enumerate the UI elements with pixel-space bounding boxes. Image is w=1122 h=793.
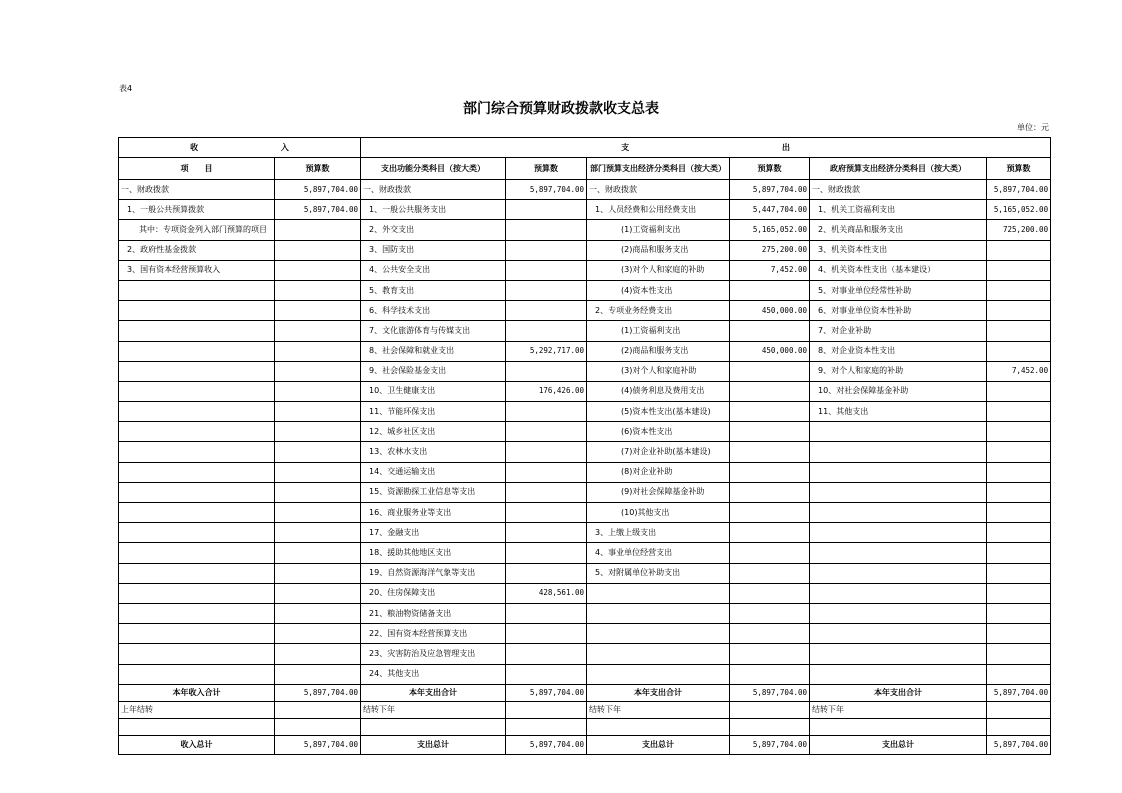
budget-cell	[275, 240, 361, 260]
item-cell: 3、国防支出	[361, 240, 506, 260]
item-cell: 9、对个人和家庭的补助	[810, 361, 987, 381]
item-cell	[587, 624, 730, 644]
budget-cell: 5,165,052.00	[730, 220, 810, 240]
col-item-header: 项 目	[119, 158, 275, 180]
total-value-cell	[987, 701, 1051, 718]
budget-cell	[275, 624, 361, 644]
item-cell: 11、其他支出	[810, 402, 987, 422]
budget-cell	[275, 644, 361, 664]
year-row	[119, 684, 1051, 701]
empty-cell	[506, 718, 587, 735]
budget-cell	[275, 361, 361, 381]
budget-cell	[987, 280, 1051, 300]
budget-cell	[987, 260, 1051, 280]
budget-cell	[275, 482, 361, 502]
item-cell	[119, 361, 275, 381]
budget-cell: 5,897,704.00	[275, 200, 361, 220]
total-value-cell: 5,897,704.00	[506, 684, 587, 701]
item-cell: 22、国有资本经营预算支出	[361, 624, 506, 644]
table-row	[119, 583, 1051, 603]
budget-cell	[987, 664, 1051, 684]
budget-cell	[506, 280, 587, 300]
table-row	[119, 341, 1051, 361]
item-cell	[810, 482, 987, 502]
table-row	[119, 503, 1051, 523]
item-cell: (8)对企业补助	[587, 462, 730, 482]
item-cell: 3、国有资本经营预算收入	[119, 260, 275, 280]
total-label-cell: 本年支出合计	[587, 684, 730, 701]
budget-cell	[987, 624, 1051, 644]
item-cell: 12、城乡社区支出	[361, 422, 506, 442]
table-number: 表4	[119, 84, 133, 93]
item-cell: 15、资源勘探工业信息等支出	[361, 482, 506, 502]
item-cell	[119, 442, 275, 462]
item-cell	[119, 583, 275, 603]
item-cell	[587, 583, 730, 603]
budget-cell	[730, 624, 810, 644]
budget-table	[118, 137, 1051, 755]
item-cell: 2、机关商品和服务支出	[810, 220, 987, 240]
table-row	[119, 644, 1051, 664]
budget-cell	[730, 644, 810, 664]
item-cell	[810, 543, 987, 563]
item-cell: 10、卫生健康支出	[361, 381, 506, 401]
item-cell	[810, 462, 987, 482]
budget-cell	[275, 381, 361, 401]
budget-cell	[987, 563, 1051, 583]
grand-row	[119, 735, 1051, 754]
item-cell: 1、一般公共服务支出	[361, 200, 506, 220]
budget-cell	[730, 543, 810, 563]
col-dept-economic-header: 部门预算支出经济分类科目（按大类）	[587, 158, 730, 180]
item-cell: (1)工资福利支出	[587, 220, 730, 240]
table-row	[119, 603, 1051, 623]
item-cell: (3)对个人和家庭补助	[587, 361, 730, 381]
page-title: 部门综合预算财政拨款收支总表	[463, 101, 659, 117]
carry-row	[119, 701, 1051, 718]
budget-cell	[275, 422, 361, 442]
item-cell	[119, 523, 275, 543]
item-cell: (7)对企业补助(基本建设)	[587, 442, 730, 462]
budget-cell	[506, 361, 587, 381]
total-label-cell: 结转下年	[810, 701, 987, 718]
budget-cell: 5,897,704.00	[730, 180, 810, 200]
col-function-header: 支出功能分类科目（按大类）	[361, 158, 506, 180]
item-cell: 19、自然资源海洋气象等支出	[361, 563, 506, 583]
item-cell	[810, 664, 987, 684]
budget-cell	[987, 301, 1051, 321]
budget-cell	[730, 321, 810, 341]
budget-cell	[987, 402, 1051, 422]
total-label-cell: 本年收入合计	[119, 684, 275, 701]
item-cell: 21、粮油物资储备支出	[361, 603, 506, 623]
budget-cell	[730, 462, 810, 482]
item-cell: 1、人员经费和公用经费支出	[587, 200, 730, 220]
item-cell	[119, 422, 275, 442]
col-budget-header: 预算数	[275, 158, 361, 180]
budget-cell	[275, 503, 361, 523]
table-row	[119, 462, 1051, 482]
budget-cell	[987, 603, 1051, 623]
total-value-cell: 5,897,704.00	[506, 735, 587, 754]
item-cell: 13、农林水支出	[361, 442, 506, 462]
table-row	[119, 664, 1051, 684]
item-cell: 5、教育支出	[361, 280, 506, 300]
item-cell: (10)其他支出	[587, 503, 730, 523]
budget-cell	[987, 381, 1051, 401]
item-cell	[810, 503, 987, 523]
item-cell: 9、社会保险基金支出	[361, 361, 506, 381]
budget-cell	[730, 523, 810, 543]
income-header: 收 入	[119, 138, 361, 158]
item-cell: 1、机关工资福利支出	[810, 200, 987, 220]
item-cell: 16、商业服务业等支出	[361, 503, 506, 523]
item-cell	[119, 543, 275, 563]
table-row	[119, 543, 1051, 563]
budget-cell	[506, 260, 587, 280]
item-cell: 一、财政拨款	[810, 180, 987, 200]
item-cell	[810, 442, 987, 462]
item-cell	[119, 624, 275, 644]
budget-cell	[275, 543, 361, 563]
item-cell	[119, 301, 275, 321]
budget-cell	[506, 462, 587, 482]
budget-cell	[506, 624, 587, 644]
budget-cell	[987, 482, 1051, 502]
budget-cell	[275, 523, 361, 543]
budget-cell	[275, 563, 361, 583]
budget-cell	[506, 422, 587, 442]
item-cell: 4、机关资本性支出（基本建设）	[810, 260, 987, 280]
item-cell: 4、公共安全支出	[361, 260, 506, 280]
budget-cell	[506, 644, 587, 664]
budget-cell	[275, 220, 361, 240]
item-cell	[119, 603, 275, 623]
budget-cell: 5,897,704.00	[987, 180, 1051, 200]
budget-cell	[730, 482, 810, 502]
empty-cell	[119, 718, 275, 735]
budget-cell	[275, 603, 361, 623]
item-cell: 5、对事业单位经常性补助	[810, 280, 987, 300]
total-value-cell	[275, 701, 361, 718]
item-cell	[119, 462, 275, 482]
budget-cell	[730, 402, 810, 422]
table-row	[119, 260, 1051, 280]
budget-cell: 176,426.00	[506, 381, 587, 401]
item-cell	[119, 381, 275, 401]
budget-cell	[275, 664, 361, 684]
budget-cell	[275, 583, 361, 603]
table-row	[119, 361, 1051, 381]
item-cell: 一、财政拨款	[587, 180, 730, 200]
budget-cell	[275, 301, 361, 321]
table-row	[119, 563, 1051, 583]
budget-cell	[730, 603, 810, 623]
item-cell: 一、财政拨款	[361, 180, 506, 200]
budget-cell: 275,200.00	[730, 240, 810, 260]
item-cell: (1)工资福利支出	[587, 321, 730, 341]
budget-cell	[506, 543, 587, 563]
item-cell: 8、对企业资本性支出	[810, 341, 987, 361]
budget-cell: 725,200.00	[987, 220, 1051, 240]
table-row	[119, 442, 1051, 462]
total-label-cell: 结转下年	[587, 701, 730, 718]
item-cell: (5)资本性支出(基本建设)	[587, 402, 730, 422]
item-cell: 6、对事业单位资本性补助	[810, 301, 987, 321]
budget-cell	[987, 583, 1051, 603]
budget-cell: 450,000.00	[730, 341, 810, 361]
budget-cell	[987, 543, 1051, 563]
item-cell: 11、节能环保支出	[361, 402, 506, 422]
total-value-cell: 5,897,704.00	[730, 735, 810, 754]
budget-cell	[275, 280, 361, 300]
total-value-cell	[506, 701, 587, 718]
item-cell: 3、上缴上级支出	[587, 523, 730, 543]
expense-header: 支 出	[361, 138, 1051, 158]
empty-cell	[361, 718, 506, 735]
budget-cell: 5,165,052.00	[987, 200, 1051, 220]
item-cell	[810, 563, 987, 583]
total-value-cell: 5,897,704.00	[730, 684, 810, 701]
total-value-cell	[730, 701, 810, 718]
budget-cell	[506, 240, 587, 260]
total-label-cell: 本年支出合计	[361, 684, 506, 701]
total-label-cell: 支出总计	[587, 735, 730, 754]
table-row	[119, 482, 1051, 502]
total-value-cell: 5,897,704.00	[987, 684, 1051, 701]
budget-cell	[506, 200, 587, 220]
item-cell: (2)商品和服务支出	[587, 341, 730, 361]
budget-cell	[987, 503, 1051, 523]
total-label-cell: 支出总计	[810, 735, 987, 754]
total-label-cell: 支出总计	[361, 735, 506, 754]
budget-cell	[275, 341, 361, 361]
item-cell	[587, 603, 730, 623]
empty-cell	[730, 718, 810, 735]
item-cell: 2、政府性基金拨款	[119, 240, 275, 260]
item-cell: 2、外交支出	[361, 220, 506, 240]
item-cell: 14、交通运输支出	[361, 462, 506, 482]
budget-cell	[506, 321, 587, 341]
budget-cell	[275, 462, 361, 482]
budget-cell	[730, 361, 810, 381]
item-cell: 7、文化旅游体育与传媒支出	[361, 321, 506, 341]
item-cell: 23、灾害防治及应急管理支出	[361, 644, 506, 664]
item-cell: 5、对附属单位补助支出	[587, 563, 730, 583]
empty-cell	[810, 718, 987, 735]
header-row-columns	[119, 158, 1051, 180]
budget-cell	[730, 503, 810, 523]
budget-cell: 450,000.00	[730, 301, 810, 321]
item-cell	[119, 402, 275, 422]
item-cell: 一、财政拨款	[119, 180, 275, 200]
budget-cell	[506, 220, 587, 240]
total-value-cell: 5,897,704.00	[987, 735, 1051, 754]
budget-cell: 5,897,704.00	[506, 180, 587, 200]
budget-cell	[506, 523, 587, 543]
budget-cell	[275, 402, 361, 422]
budget-cell	[506, 482, 587, 502]
budget-cell	[987, 321, 1051, 341]
table-row	[119, 422, 1051, 442]
table-row	[119, 200, 1051, 220]
budget-cell	[987, 422, 1051, 442]
item-cell: 3、机关资本性支出	[810, 240, 987, 260]
budget-cell	[506, 442, 587, 462]
col-budget-header: 预算数	[730, 158, 810, 180]
table-row	[119, 301, 1051, 321]
empty-cell	[987, 718, 1051, 735]
budget-cell	[987, 442, 1051, 462]
table-row	[119, 624, 1051, 644]
table-row	[119, 180, 1051, 200]
budget-cell	[730, 280, 810, 300]
col-budget-header: 预算数	[987, 158, 1051, 180]
item-cell	[119, 321, 275, 341]
item-cell	[810, 422, 987, 442]
total-label-cell: 本年支出合计	[810, 684, 987, 701]
item-cell: (4)资本性支出	[587, 280, 730, 300]
total-value-cell: 5,897,704.00	[275, 735, 361, 754]
item-cell	[810, 624, 987, 644]
col-gov-economic-header: 政府预算支出经济分类科目（按大类）	[810, 158, 987, 180]
budget-cell	[506, 402, 587, 422]
item-cell: 24、其他支出	[361, 664, 506, 684]
unit-label: 单位：元	[1017, 123, 1049, 132]
budget-cell	[987, 341, 1051, 361]
item-cell: (3)对个人和家庭的补助	[587, 260, 730, 280]
item-cell: 20、住房保障支出	[361, 583, 506, 603]
budget-cell	[730, 583, 810, 603]
item-cell: 1、一般公共预算拨款	[119, 200, 275, 220]
budget-cell	[987, 240, 1051, 260]
budget-cell	[506, 301, 587, 321]
item-cell	[810, 523, 987, 543]
item-cell	[119, 503, 275, 523]
budget-cell	[275, 321, 361, 341]
budget-cell	[730, 422, 810, 442]
item-cell: 8、社会保障和就业支出	[361, 341, 506, 361]
total-value-cell: 5,897,704.00	[275, 684, 361, 701]
budget-cell	[987, 523, 1051, 543]
budget-cell	[506, 503, 587, 523]
total-label-cell: 上年结转	[119, 701, 275, 718]
item-cell: (4)债务利息及费用支出	[587, 381, 730, 401]
item-cell: (9)对社会保障基金补助	[587, 482, 730, 502]
item-cell	[119, 341, 275, 361]
item-cell: (6)资本性支出	[587, 422, 730, 442]
item-cell	[119, 563, 275, 583]
budget-cell	[506, 563, 587, 583]
item-cell: 6、科学技术支出	[361, 301, 506, 321]
item-cell	[810, 644, 987, 664]
item-cell: 7、对企业补助	[810, 321, 987, 341]
item-cell	[587, 664, 730, 684]
item-cell	[119, 664, 275, 684]
budget-cell: 428,561.00	[506, 583, 587, 603]
budget-cell	[987, 462, 1051, 482]
item-cell	[810, 583, 987, 603]
table-row	[119, 240, 1051, 260]
total-label-cell: 收入总计	[119, 735, 275, 754]
item-cell: 其中：专项资金列入部门预算的项目	[119, 220, 275, 240]
item-cell	[119, 280, 275, 300]
budget-cell: 5,897,704.00	[275, 180, 361, 200]
item-cell: 2、专项业务经费支出	[587, 301, 730, 321]
empty-cell	[587, 718, 730, 735]
item-cell: 10、对社会保障基金补助	[810, 381, 987, 401]
budget-cell: 5,292,717.00	[506, 341, 587, 361]
empty-cell	[275, 718, 361, 735]
total-label-cell: 结转下年	[361, 701, 506, 718]
table-row	[119, 381, 1051, 401]
table-row	[119, 523, 1051, 543]
budget-cell	[506, 664, 587, 684]
table-row	[119, 220, 1051, 240]
budget-cell	[730, 381, 810, 401]
item-cell: 17、金融支出	[361, 523, 506, 543]
item-cell: 4、事业单位经营支出	[587, 543, 730, 563]
budget-cell	[730, 563, 810, 583]
budget-cell	[987, 644, 1051, 664]
item-cell	[587, 644, 730, 664]
item-cell	[119, 644, 275, 664]
item-cell	[810, 603, 987, 623]
col-budget-header: 预算数	[506, 158, 587, 180]
table-row	[119, 321, 1051, 341]
budget-cell	[275, 442, 361, 462]
budget-cell	[506, 603, 587, 623]
budget-cell	[730, 442, 810, 462]
budget-cell: 7,452.00	[987, 361, 1051, 381]
budget-cell	[730, 664, 810, 684]
budget-cell: 5,447,704.00	[730, 200, 810, 220]
table-row	[119, 280, 1051, 300]
table-row	[119, 402, 1051, 422]
budget-cell	[275, 260, 361, 280]
item-cell	[119, 482, 275, 502]
spacer-row	[119, 718, 1051, 735]
budget-cell: 7,452.00	[730, 260, 810, 280]
item-cell: 18、援助其他地区支出	[361, 543, 506, 563]
header-row-group	[119, 138, 1051, 158]
item-cell: (2)商品和服务支出	[587, 240, 730, 260]
